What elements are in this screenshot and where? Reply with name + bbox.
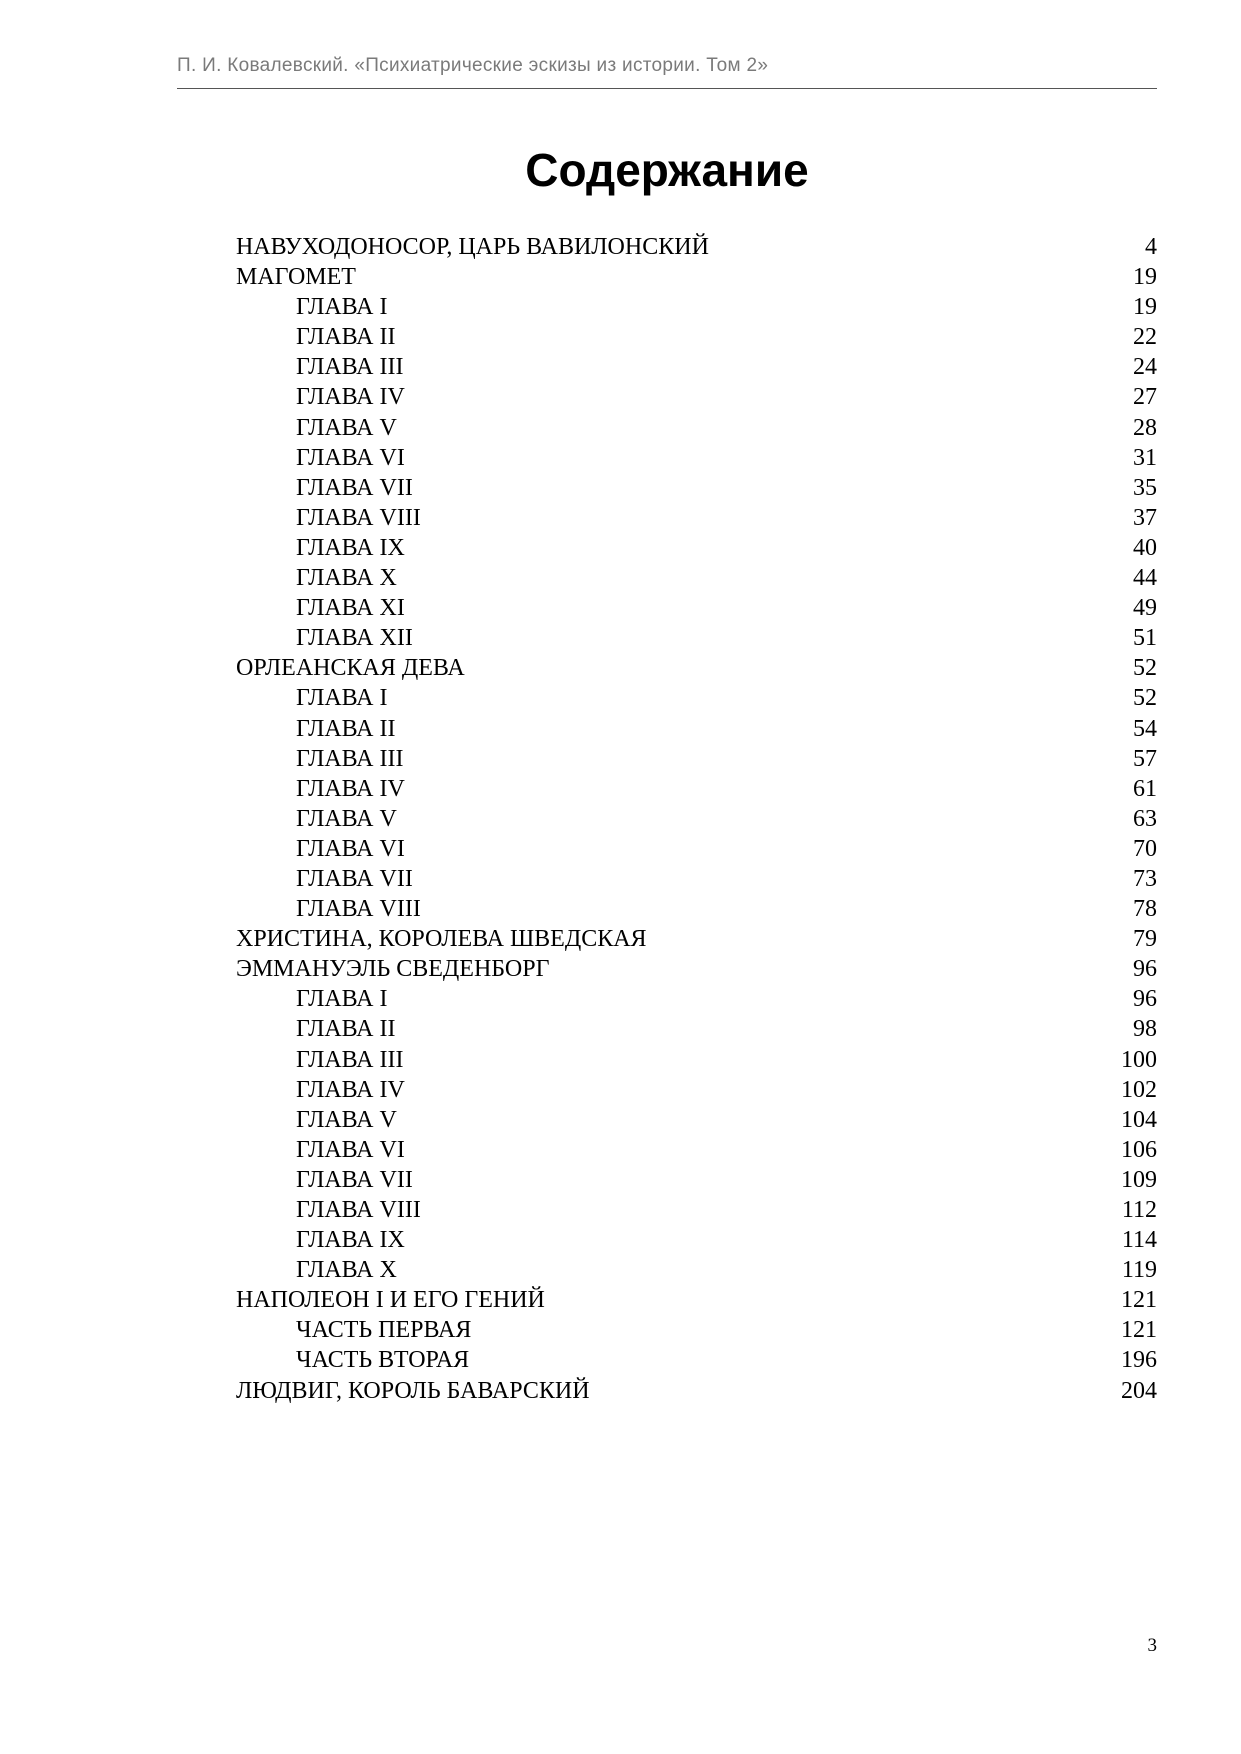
toc-entry-title: ГЛАВА VI xyxy=(296,1136,405,1163)
toc-entry-page-number: 109 xyxy=(1121,1166,1157,1193)
toc-entry-page-number: 37 xyxy=(1133,504,1157,531)
toc-entry[interactable] xyxy=(236,924,1157,954)
toc-entry-title: ГЛАВА XI xyxy=(296,595,405,622)
toc-entry-page-number: 102 xyxy=(1121,1076,1157,1103)
toc-entry-page-number: 54 xyxy=(1133,715,1157,742)
toc-entry-page-number: 106 xyxy=(1121,1136,1157,1163)
toc-entry[interactable] xyxy=(236,262,1157,292)
toc-list xyxy=(236,232,1157,1406)
toc-entry-title: ГЛАВА IV xyxy=(296,775,405,802)
toc-entry-page-number: 73 xyxy=(1133,865,1157,892)
toc-entry[interactable] xyxy=(236,714,1157,744)
toc-entry[interactable] xyxy=(236,413,1157,443)
toc-entry[interactable] xyxy=(236,1315,1157,1345)
toc-entry[interactable] xyxy=(236,1195,1157,1225)
toc-entry[interactable] xyxy=(236,1376,1157,1406)
toc-entry-page-number: 35 xyxy=(1133,474,1157,501)
toc-entry[interactable] xyxy=(236,864,1157,894)
toc-entry[interactable] xyxy=(236,1105,1157,1135)
running-header: П. И. Ковалевский. «Психиатрические эскизы из истории. Том 2» xyxy=(177,55,769,76)
toc-entry[interactable] xyxy=(236,352,1157,382)
toc-entry-title: ГЛАВА VIII xyxy=(296,504,421,531)
toc-entry-title: ГЛАВА VI xyxy=(296,835,405,862)
toc-entry-title: ГЛАВА VI xyxy=(296,444,405,471)
toc-entry-page-number: 96 xyxy=(1133,986,1157,1013)
toc-entry-page-number: 112 xyxy=(1121,1197,1157,1223)
toc-entry-page-number: 119 xyxy=(1121,1257,1157,1284)
toc-entry-page-number: 96 xyxy=(1133,956,1157,983)
toc-entry[interactable] xyxy=(236,1135,1157,1165)
toc-entry[interactable] xyxy=(236,1285,1157,1315)
toc-entry[interactable] xyxy=(236,1014,1157,1044)
toc-entry[interactable] xyxy=(236,533,1157,563)
toc-entry-title: ГЛАВА VIII xyxy=(296,896,421,923)
toc-entry[interactable] xyxy=(236,774,1157,804)
toc-entry-page-number: 51 xyxy=(1133,625,1157,652)
toc-entry-page-number: 27 xyxy=(1133,384,1157,411)
toc-entry-title: ГЛАВА I xyxy=(296,685,388,712)
toc-entry-page-number: 4 xyxy=(1145,234,1157,260)
toc-entry-title: ЭММАНУЭЛЬ СВЕДЕНБОРГ xyxy=(236,956,550,983)
page-number: 3 xyxy=(1147,1635,1157,1656)
toc-entry-page-number: 104 xyxy=(1121,1106,1157,1133)
toc-entry-title: НАПОЛЕОН I И ЕГО ГЕНИЙ xyxy=(236,1287,545,1314)
toc-entry-page-number: 196 xyxy=(1121,1347,1157,1374)
toc-entry-page-number: 63 xyxy=(1133,805,1157,832)
toc-entry-page-number: 100 xyxy=(1121,1046,1157,1073)
header-divider xyxy=(177,88,1157,89)
toc-entry-page-number: 44 xyxy=(1133,565,1157,592)
toc-entry[interactable] xyxy=(236,473,1157,503)
toc-entry[interactable] xyxy=(236,593,1157,623)
toc-entry-title: ГЛАВА III xyxy=(296,354,404,381)
toc-entry[interactable] xyxy=(236,1255,1157,1285)
toc-entry-title: ОРЛЕАНСКАЯ ДЕВА xyxy=(236,655,465,682)
toc-entry-title: ГЛАВА II xyxy=(296,1016,396,1043)
toc-entry-page-number: 61 xyxy=(1133,775,1157,802)
toc-entry-page-number: 19 xyxy=(1133,294,1157,321)
toc-entry-page-number: 121 xyxy=(1121,1287,1157,1314)
toc-entry-title: ГЛАВА VII xyxy=(296,1166,413,1193)
toc-entry[interactable] xyxy=(236,834,1157,864)
toc-entry[interactable] xyxy=(236,744,1157,774)
toc-entry-title: ГЛАВА XII xyxy=(296,625,413,652)
toc-entry[interactable] xyxy=(236,1075,1157,1105)
toc-entry-title: НАВУХОДОНОСОР, ЦАРЬ ВАВИЛОНСКИЙ xyxy=(236,234,709,260)
toc-entry-title: ХРИСТИНА, КОРОЛЕВА ШВЕДСКАЯ xyxy=(236,926,647,953)
toc-entry-title: ГЛАВА V xyxy=(296,414,397,441)
toc-entry-title: ГЛАВА IV xyxy=(296,1076,405,1103)
toc-entry-page-number: 121 xyxy=(1121,1317,1157,1344)
toc-entry[interactable] xyxy=(236,1045,1157,1075)
toc-entry[interactable] xyxy=(236,804,1157,834)
toc-entry-title: ГЛАВА VIII xyxy=(296,1197,421,1223)
toc-entry[interactable] xyxy=(236,503,1157,533)
toc-entry-page-number: 49 xyxy=(1133,595,1157,622)
toc-entry-title: ГЛАВА VII xyxy=(296,474,413,501)
toc-entry[interactable] xyxy=(236,232,1157,262)
toc-entry-title: ГЛАВА V xyxy=(296,805,397,832)
toc-entry[interactable] xyxy=(236,1345,1157,1375)
toc-entry[interactable] xyxy=(236,292,1157,322)
toc-entry-title: ГЛАВА IV xyxy=(296,384,405,411)
toc-entry-page-number: 19 xyxy=(1133,264,1157,291)
toc-entry-page-number: 70 xyxy=(1133,835,1157,862)
toc-title: Содержание xyxy=(525,144,809,196)
toc-entry-title: ГЛАВА I xyxy=(296,986,388,1013)
toc-entry-title: ГЛАВА II xyxy=(296,715,396,742)
toc-entry-page-number: 24 xyxy=(1133,354,1157,381)
toc-entry-title: ГЛАВА I xyxy=(296,294,388,321)
toc-entry[interactable] xyxy=(236,443,1157,473)
toc-entry[interactable] xyxy=(236,1225,1157,1255)
toc-entry[interactable] xyxy=(236,683,1157,713)
toc-entry-title: ГЛАВА III xyxy=(296,745,404,772)
toc-entry-title: ГЛАВА II xyxy=(296,324,396,351)
toc-entry-title: ЧАСТЬ ПЕРВАЯ xyxy=(296,1317,472,1344)
toc-entry-page-number: 28 xyxy=(1133,414,1157,441)
toc-entry[interactable] xyxy=(236,653,1157,683)
toc-entry-title: ГЛАВА VII xyxy=(296,865,413,892)
toc-entry-page-number: 78 xyxy=(1133,896,1157,923)
toc-entry[interactable] xyxy=(236,382,1157,412)
toc-entry-title: ГЛАВА III xyxy=(296,1046,404,1073)
toc-entry-title: ЛЮДВИГ, КОРОЛЬ БАВАРСКИЙ xyxy=(236,1377,590,1404)
toc-entry-page-number: 98 xyxy=(1133,1016,1157,1043)
toc-entry[interactable] xyxy=(236,1165,1157,1195)
toc-entry-page-number: 204 xyxy=(1121,1377,1157,1404)
toc-entry[interactable] xyxy=(236,984,1157,1014)
toc-entry-title: ГЛАВА X xyxy=(296,1257,397,1284)
toc-entry-page-number: 22 xyxy=(1133,324,1157,351)
toc-entry-title: ГЛАВА V xyxy=(296,1106,397,1133)
toc-entry-title: ГЛАВА IX xyxy=(296,1227,405,1254)
toc-entry-page-number: 52 xyxy=(1133,685,1157,712)
toc-entry[interactable] xyxy=(236,322,1157,352)
toc-entry-title: МАГОМЕТ xyxy=(236,264,356,291)
toc-entry[interactable] xyxy=(236,954,1157,984)
toc-entry-page-number: 114 xyxy=(1121,1227,1157,1254)
toc-entry[interactable] xyxy=(236,563,1157,593)
toc-entry[interactable] xyxy=(236,623,1157,653)
toc-entry[interactable] xyxy=(236,894,1157,924)
toc-entry-page-number: 52 xyxy=(1133,655,1157,682)
toc-entry-page-number: 57 xyxy=(1133,745,1157,772)
toc-entry-page-number: 79 xyxy=(1133,926,1157,953)
toc-entry-page-number: 31 xyxy=(1133,444,1157,471)
toc-entry-title: ГЛАВА X xyxy=(296,565,397,592)
toc-entry-title: ГЛАВА IX xyxy=(296,534,405,561)
toc-entry-title: ЧАСТЬ ВТОРАЯ xyxy=(296,1347,470,1374)
toc-entry-page-number: 40 xyxy=(1133,534,1157,561)
